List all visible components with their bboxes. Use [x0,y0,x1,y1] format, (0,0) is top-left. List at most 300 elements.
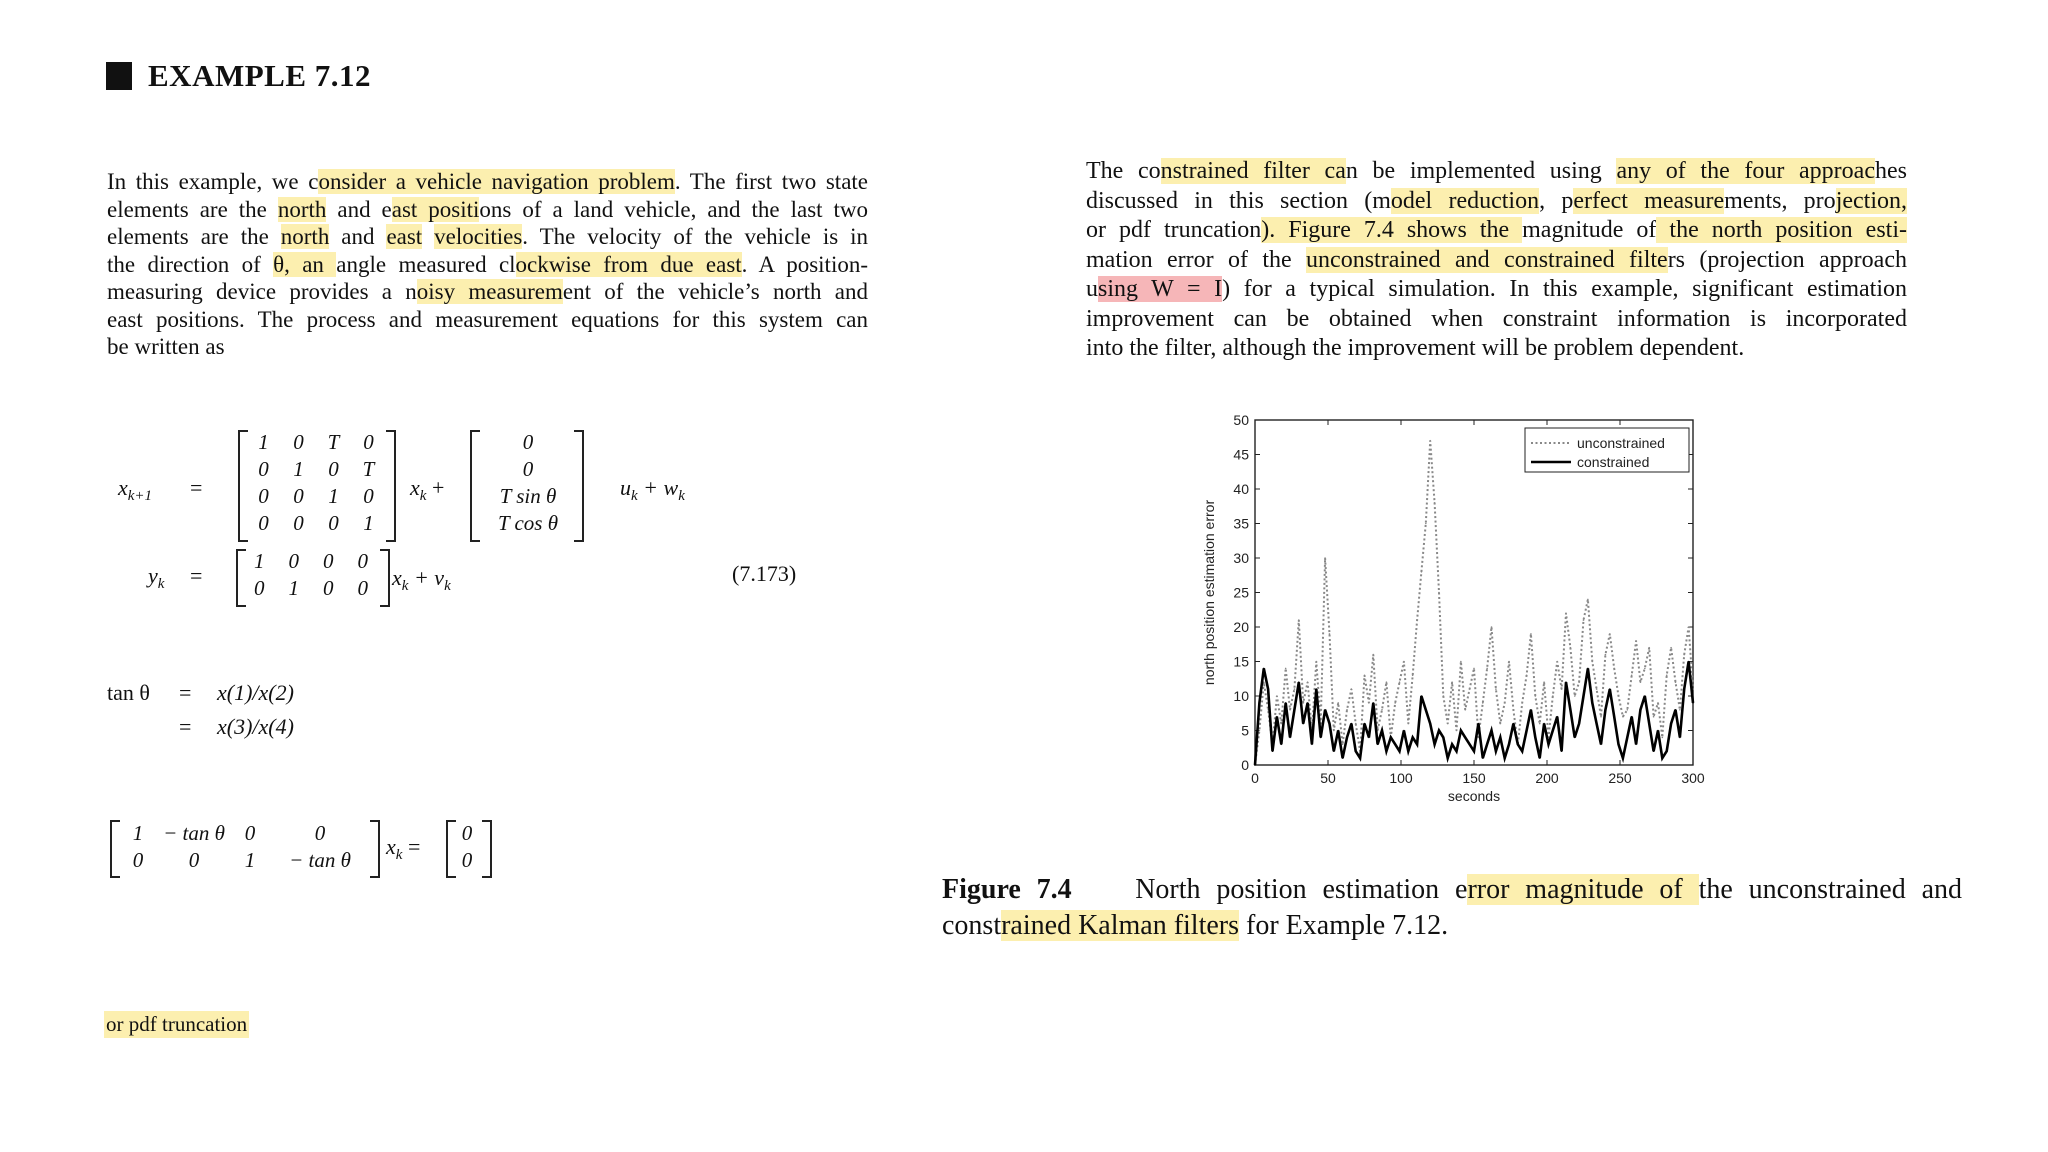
highlighted-text[interactable]: north [280,224,330,249]
equation-number: (7.173) [732,561,797,586]
highlighted-text[interactable]: velocities [434,224,523,249]
data-point-unconstrained [1276,695,1278,697]
data-point-constrained [1543,723,1545,725]
right_paragraph-line [1086,334,1907,364]
right_paragraph-line [1086,275,1907,305]
data-point-constrained [1683,688,1685,690]
data-point-constrained [1337,730,1339,732]
data-point-constrained [1259,702,1261,704]
data-point-unconstrained [1294,688,1296,690]
x-tick-label: 100 [1389,770,1413,786]
data-point-unconstrained [1605,654,1607,656]
left_paragraph-line [107,223,868,251]
data-point-unconstrained [1530,633,1532,635]
tan-rhs-2: x(3)/x(4) [217,714,294,739]
text-run: . The velocity of the vehicle is in [522,224,869,249]
text-run: . The first two state [674,169,869,194]
y-tick-label: 35 [1233,515,1249,532]
data-point-constrained [1447,757,1449,759]
data-point-unconstrained [1640,681,1642,683]
data-point-constrained [1692,702,1694,704]
constraint-equation [110,818,510,880]
data-point-unconstrained [1679,709,1681,711]
data-point-unconstrained [1600,716,1602,718]
legend-label-unconstrained: unconstrained [1577,435,1665,451]
data-point-constrained [1342,757,1344,759]
data-point-constrained [1289,737,1291,739]
matrix-entry: 0 [188,848,200,872]
data-point-constrained [1425,709,1427,711]
data-point-constrained [1320,737,1322,739]
data-point-unconstrained [1618,695,1620,697]
y-tick-label: 40 [1233,481,1249,497]
data-point-unconstrained [1574,695,1576,697]
data-point-unconstrained [1613,668,1615,670]
matrix-entry: 1 [258,430,269,454]
data-point-unconstrained [1324,557,1326,559]
matrix-c [242,549,380,603]
data-point-unconstrained [1469,688,1471,690]
data-point-unconstrained [1333,730,1335,732]
highlighted-text[interactable]: ast positi [391,196,480,222]
right-paragraph [1086,157,1907,364]
data-point-unconstrained [1675,681,1677,683]
data-point-unconstrained [1289,709,1291,711]
left_paragraph-line [107,333,868,361]
data-point-constrained [1355,750,1357,752]
heading-square-icon [106,62,132,90]
equals-sign: = [179,680,192,705]
data-point-constrained [1386,750,1388,752]
text-run: In this example, we c [107,169,319,194]
text-run: and e [326,196,392,222]
xk-equals: $x_k$ = [386,834,421,863]
highlighted-text[interactable]: erfect measure [1573,187,1725,214]
data-point-constrained [1565,681,1567,683]
data-point-unconstrained [1381,709,1383,711]
data-point-unconstrained [1688,626,1690,628]
text-run: east positions. The process and measurement equations for this system can [107,306,868,332]
highlighted-text[interactable]: onsider a vehicle navigation problem [318,169,675,194]
data-point-constrained [1587,668,1589,670]
data-point-constrained [1456,750,1458,752]
data-point-constrained [1574,737,1576,739]
data-point-unconstrained [1368,702,1370,704]
data-point-constrained [1640,709,1642,711]
highlighted-text[interactable]: north [277,196,327,222]
data-point-constrained [1482,757,1484,759]
data-point-constrained [1662,757,1664,759]
data-point-unconstrained [1583,619,1585,621]
data-point-unconstrained [1259,730,1261,732]
right_paragraph-line [1086,187,1907,217]
data-point-unconstrained [1662,737,1664,739]
data-point-unconstrained [1307,681,1309,683]
data-point-unconstrained [1342,744,1344,746]
data-point-constrained [1390,737,1392,739]
data-point-constrained [1311,744,1313,746]
text-run: North position estimation e [1135,874,1468,905]
matrix-entry: 0 [293,511,304,535]
data-point-unconstrained [1425,523,1427,525]
y-tick-label: 30 [1233,550,1249,566]
data-point-unconstrained [1543,681,1545,683]
right_paragraph-line [1086,157,1907,187]
matrix-entry: 0 [328,511,339,535]
matrix-entry: 0 [254,576,265,600]
data-point-constrained [1591,702,1593,704]
matrix-entry: − tan θ [289,848,351,872]
text-run: u [1086,276,1098,302]
equals-sign: = [190,475,203,500]
highlighted-text[interactable]: ). Figure 7.4 shows the [1261,217,1523,243]
data-point-unconstrained [1482,702,1484,704]
data-point-constrained [1399,750,1401,752]
data-point-unconstrained [1429,440,1431,442]
data-point-unconstrained [1591,661,1593,663]
highlighted-snippet[interactable]: or pdf truncation [106,1012,248,1036]
highlighted-text[interactable]: ockwise from due east [515,251,742,277]
data-point-unconstrained [1670,647,1672,649]
tan-equation [107,680,407,750]
data-point-constrained [1346,737,1348,739]
matrix-b-right-bracket [574,430,584,542]
data-point-unconstrained [1644,668,1646,670]
matrix-d-right-bracket [370,820,380,878]
data-point-unconstrained [1648,647,1650,649]
text-run: into the filter, although the improvement will be problem dependent. [1086,335,1745,361]
data-point-constrained [1670,723,1672,725]
text-run: be written as [107,334,225,359]
data-point-constrained [1368,737,1370,739]
tan-lhs: tan θ [107,680,150,705]
data-point-constrained [1648,723,1650,725]
data-point-unconstrained [1683,654,1685,656]
highlighted-text[interactable]: rror magnitude of [1467,874,1699,905]
matrix-c-right-bracket [380,549,390,607]
data-point-constrained [1618,744,1620,746]
text-run: . A position- [741,251,868,277]
matrix-entry: 1 [254,549,265,573]
data-point-constrained [1372,702,1374,704]
state-equation [118,425,878,605]
data-point-constrained [1631,716,1633,718]
data-point-constrained [1421,695,1423,697]
data-point-unconstrained [1565,612,1567,614]
left_paragraph-line [107,168,868,196]
rhs-vector [452,821,482,875]
data-point-unconstrained [1653,716,1655,718]
data-point-unconstrained [1539,723,1541,725]
matrix-entry: T [327,430,340,454]
matrix-entry: 0 [522,457,534,481]
data-point-constrained [1530,709,1532,711]
highlighted-text[interactable]: θ, an [273,251,337,277]
data-point-constrained [1486,744,1488,746]
data-point-constrained [1675,709,1677,711]
data-point-constrained [1307,702,1309,704]
highlighted-text[interactable]: sing W = I [1098,276,1223,302]
text-run: rs (projection approach [1667,246,1907,273]
xk-term: $x_k$ + [410,475,445,504]
matrix-entry: 0 [293,430,304,454]
matrix-entry: − tan θ [163,821,225,845]
highlighted-text[interactable]: the north position esti- [1656,217,1907,243]
data-point-constrained [1504,757,1506,759]
data-point-constrained [1302,723,1304,725]
data-point-unconstrained [1491,626,1493,628]
x-tick-label: 200 [1535,770,1559,786]
data-point-unconstrained [1316,661,1318,663]
data-point-unconstrained [1403,661,1405,663]
data-point-unconstrained [1451,681,1453,683]
data-point-constrained [1438,730,1440,732]
y-tick-label: 10 [1233,688,1249,704]
data-point-constrained [1294,709,1296,711]
data-point-unconstrained [1596,688,1598,690]
data-point-constrained [1412,737,1414,739]
text-run: angle measured cl [336,251,516,277]
highlighted-text[interactable]: odel reduction [1390,187,1540,214]
data-point-constrained [1434,744,1436,746]
data-point-unconstrained [1460,661,1462,663]
data-point-constrained [1613,716,1615,718]
x-tick-label: 150 [1462,770,1486,786]
data-point-constrained [1285,702,1287,704]
matrix-entry: 0 [293,484,304,508]
highlighted-text[interactable]: rained Kalman filters [1001,910,1240,941]
right_paragraph-line [1086,246,1907,276]
matrix-entry: 0 [323,549,334,573]
text-run: magnitude of [1522,217,1657,243]
text-run: ent of the vehicle’s north and [562,279,868,304]
data-point-constrained [1499,737,1501,739]
data-point-constrained [1578,723,1580,725]
data-point-unconstrained [1346,709,1348,711]
data-point-unconstrained [1416,619,1418,621]
data-point-unconstrained [1578,681,1580,683]
data-point-constrained [1491,730,1493,732]
matrix-entry: 0 [461,821,473,845]
data-point-unconstrained [1561,688,1563,690]
highlighted-text[interactable]: oisy measurem [416,279,563,304]
matrix-entry: 1 [288,576,299,600]
y-tick-label: 20 [1233,619,1249,635]
x-tick-label: 0 [1251,770,1259,786]
y-lhs: $y_k$ [148,563,165,592]
data-point-constrained [1679,737,1681,739]
x-tick-label: 250 [1608,770,1632,786]
right_paragraph-line [1086,216,1907,246]
matrix-entry: 0 [363,484,374,508]
caption-line-2 [942,908,1962,944]
data-point-constrained [1556,716,1558,718]
data-point-unconstrained [1666,675,1668,677]
data-point-constrained [1408,750,1410,752]
data-point-unconstrained [1508,661,1510,663]
data-point-unconstrained [1337,702,1339,704]
data-point-unconstrained [1412,675,1414,677]
y-tick-label: 0 [1241,757,1249,773]
text-run: n be implemented using [1345,158,1617,184]
left_paragraph-line [107,251,868,279]
data-point-constrained [1451,744,1453,746]
data-point-unconstrained [1556,661,1558,663]
data-point-unconstrained [1535,695,1537,697]
heading-text: EXAMPLE 7.12 [148,58,371,93]
data-point-unconstrained [1298,619,1300,621]
data-point-unconstrained [1473,668,1475,670]
highlighted-text[interactable]: nstrained filter ca [1160,158,1346,184]
matrix-entry: 1 [363,511,374,535]
matrix-a [246,430,386,538]
data-point-constrained [1469,744,1471,746]
data-point-unconstrained [1447,723,1449,725]
data-point-constrained [1443,737,1445,739]
x-axis-label: seconds [1447,788,1501,804]
data-point-constrained [1478,723,1480,725]
data-point-constrained [1416,744,1418,746]
data-point-unconstrained [1355,723,1357,725]
data-point-constrained [1583,695,1585,697]
highlighted-text[interactable]: unconstrained and constrained filte [1306,246,1668,273]
matrix-entry: T [362,457,375,481]
data-point-constrained [1333,750,1335,752]
matrix-entry: 0 [314,821,326,845]
data-point-unconstrained [1421,571,1423,573]
data-point-unconstrained [1622,716,1624,718]
data-point-unconstrained [1635,640,1637,642]
matrix-entry: 0 [258,457,269,481]
highlighted-text[interactable]: jection, [1835,187,1907,214]
matrix-entry: T cos θ [497,511,559,535]
highlighted-text[interactable]: any of the four approac [1616,158,1875,184]
text-run: mation error of the [1086,246,1307,273]
text-run: the unconstrained and [1698,874,1963,905]
y-tick-label: 45 [1233,446,1249,463]
data-point-unconstrained [1587,599,1589,601]
data-point-constrained [1609,688,1611,690]
north-position-error-chart [1200,410,1720,820]
data-point-unconstrained [1495,688,1497,690]
matrix-entry: 1 [244,848,256,872]
data-point-unconstrained [1521,702,1523,704]
equals-sign: = [179,714,192,739]
y-axis-label: north position estimation error [1201,499,1217,686]
caption-line-1 [942,872,1962,908]
data-point-constrained [1351,723,1353,725]
matrix-entry: 0 [258,484,269,508]
left_paragraph-line [107,278,868,306]
text-run: the direction of [107,251,274,277]
data-point-unconstrained [1552,695,1554,697]
matrix-entry: 0 [244,821,256,845]
data-point-constrained [1526,730,1528,732]
data-point-unconstrained [1386,681,1388,683]
data-point-unconstrained [1364,675,1366,677]
data-point-unconstrained [1609,633,1611,635]
data-point-constrained [1316,688,1318,690]
u-w-term: $u_k + w_k$ [620,475,685,504]
data-point-constrained [1495,750,1497,752]
highlighted-text[interactable]: east [386,224,423,249]
data-point-constrained [1254,764,1256,766]
xk-v-term: $x_k + v_k$ [392,565,451,594]
tan-rhs-1: x(1)/x(2) [217,680,294,705]
data-point-unconstrained [1570,647,1572,649]
data-point-constrained [1596,723,1598,725]
text-run: measuring device provides a n [107,279,417,304]
data-point-unconstrained [1486,668,1488,670]
data-point-unconstrained [1329,633,1331,635]
data-point-unconstrained [1526,675,1528,677]
data-point-unconstrained [1351,688,1353,690]
text-run: ) for a typical simulation. In this example, significant estimation [1222,276,1907,302]
text-run: and [329,224,387,249]
matrix-d [118,821,370,875]
matrix-a-right-bracket [386,430,396,542]
data-point-unconstrained [1285,668,1287,670]
data-point-unconstrained [1631,675,1633,677]
data-point-unconstrained [1438,592,1440,594]
text-run: elements are the [107,196,278,222]
data-point-constrained [1622,757,1624,759]
data-point-unconstrained [1372,654,1374,656]
matrix-entry: 0 [522,430,534,454]
data-point-unconstrained [1280,723,1282,725]
data-point-constrained [1657,730,1659,732]
x-lhs: $x_{k+1}$ [118,475,153,504]
data-point-constrained [1548,744,1550,746]
matrix-entry: 0 [258,511,269,535]
equals-sign: = [190,563,203,588]
data-point-constrained [1539,757,1541,759]
matrix-entry: 0 [461,848,473,872]
legend-label-constrained: constrained [1577,454,1650,470]
data-point-constrained [1263,668,1265,670]
left_paragraph-line [107,306,868,334]
data-point-constrained [1473,750,1475,752]
data-point-constrained [1561,750,1563,752]
rhs-right-bracket [482,820,492,878]
data-point-unconstrained [1434,502,1436,504]
x-tick-label: 50 [1320,770,1336,786]
y-tick-label: 5 [1241,722,1249,739]
data-point-constrained [1521,750,1523,752]
text-run: ons of a land vehicle, and the last two [479,196,869,222]
data-point-constrained [1517,744,1519,746]
text-run: discussed in this section (m [1086,187,1391,214]
text-run: ments, pro [1724,187,1836,214]
data-point-constrained [1552,730,1554,732]
data-point-constrained [1605,709,1607,711]
data-point-constrained [1688,661,1690,663]
matrix-entry: 0 [323,576,334,600]
data-point-unconstrained [1394,702,1396,704]
data-point-constrained [1460,730,1462,732]
left-paragraph [107,168,868,361]
data-point-constrained [1276,716,1278,718]
data-point-constrained [1267,688,1269,690]
text-run: hes [1874,158,1907,184]
caption-label: Figure 7.4 [942,874,1072,905]
y-tick-label: 25 [1233,584,1249,601]
data-point-constrained [1394,744,1396,746]
data-point-unconstrained [1443,695,1445,697]
matrix-entry: T sin θ [499,484,557,508]
x-tick-label: 300 [1681,770,1705,786]
data-point-constrained [1600,744,1602,746]
